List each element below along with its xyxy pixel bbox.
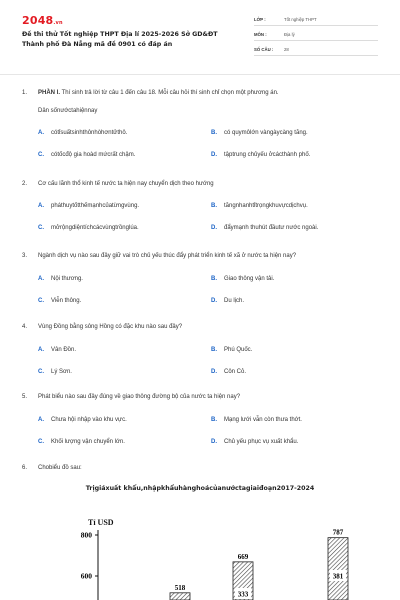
question-text: Chobiểu đồ sau:	[38, 465, 82, 471]
question-5	[22, 392, 240, 402]
page-header	[0, 0, 400, 62]
exam-title	[22, 30, 244, 50]
option-3a[interactable]: A. Nội thương.	[38, 276, 83, 282]
question-number: 6.	[22, 465, 28, 471]
question-text: Thí sinh trả lời từ câu 1 đến câu 18. Mỗi câu hỏi thí sinh chỉ chọn một phương án.	[60, 90, 279, 96]
meta-value: Địa lý	[284, 32, 295, 37]
meta-row-class	[254, 14, 378, 26]
option-2a[interactable]: A. pháthuytốtthếmạnhcủatừngvùng.	[38, 203, 140, 209]
bar-value-label: 787	[332, 528, 344, 537]
exam-meta	[254, 14, 378, 59]
y-tick-label: 800	[80, 530, 92, 540]
option-5d[interactable]: D. Chủ yếu phục vụ xuất khẩu.	[211, 439, 299, 445]
question-4	[22, 322, 182, 332]
meta-key: MÔN :	[254, 32, 267, 37]
question-text: Phát biểu nào sau đây đúng về giao thông đường bộ của nước ta hiện nay?	[38, 394, 241, 400]
option-4d[interactable]: D. Côn Cỏ.	[211, 369, 247, 375]
section-label: PHẦN I.	[38, 90, 61, 96]
option-1a[interactable]: A. cótỉsuấtsinhthônhòhơntửthô.	[38, 130, 128, 136]
question-1	[22, 88, 279, 98]
question-3	[22, 251, 296, 261]
meta-value: 28	[284, 47, 289, 52]
question-text: Ngành dịch vụ nào sau đây giữ vai trò chủ yếu thúc đẩy phát triển kinh tế xã ở nước ta hiện nay?	[38, 253, 297, 259]
option-5c[interactable]: C. Khối lượng vận chuyển lớn.	[38, 439, 125, 445]
question-number: 3.	[22, 253, 28, 259]
option-1b[interactable]: B. có quymôlớn vàngàycàng tăng.	[211, 130, 308, 136]
option-4b[interactable]: B. Phú Quốc.	[211, 347, 253, 353]
option-3d[interactable]: D. Du lịch.	[211, 298, 245, 304]
question-number: 5.	[22, 394, 28, 400]
option-2b[interactable]: B. tăngnhanhtỉtrọngkhuvựcdịchvụ.	[211, 203, 308, 209]
option-2c[interactable]: C. mởrộngdiệntíchcácvùngtrồnglúa.	[38, 225, 139, 231]
question-number: 4.	[22, 324, 28, 330]
question-number: 1.	[22, 90, 28, 96]
question-text: Vùng Đồng bằng sông Hồng có đặc khu nào sau đây?	[38, 324, 183, 330]
meta-row-subject	[254, 29, 378, 41]
option-5a[interactable]: A. Chưa hội nhập vào khu vực.	[38, 417, 127, 423]
y-axis-label: Tỉ USD	[88, 518, 114, 527]
bar-value-label: 669	[237, 552, 249, 561]
option-5b[interactable]: B. Mạng lưới vẫn còn thưa thớt.	[211, 417, 302, 423]
y-tick-label: 600	[80, 571, 92, 581]
question-6	[22, 463, 82, 473]
exam-title-line-1: Đề thi thử Tốt nghiệp THPT Địa lí 2025-2026 Sở GD&ĐT	[22, 31, 218, 38]
bar-inner-label: 381	[332, 572, 344, 581]
question-text: Cơ cấu lãnh thổ kinh tế nước ta hiện nay chuyển dịch theo hướng	[38, 181, 214, 187]
option-3c[interactable]: C. Viễn thông.	[38, 298, 82, 304]
bar-value-label: 518	[174, 583, 186, 592]
meta-key: SỐ CÂU :	[254, 47, 274, 52]
chart-title: Trịgiáxuất khẩu,nhậpkhẩuhànghoácủanướctagiaiđoạn2017-2024	[85, 485, 315, 492]
bar	[170, 593, 190, 600]
option-1c[interactable]: C. cótốcđộ gia hoàd mứcrất chậm.	[38, 152, 136, 158]
meta-key: LỚP :	[254, 17, 266, 22]
option-4c[interactable]: C. Lý Sơn.	[38, 369, 72, 375]
option-2d[interactable]: D. đẩymạnh thuhút đầutư nước ngoài.	[211, 225, 319, 231]
question-1-stem: Dân sốnướctahiệnnay	[38, 108, 98, 114]
header-divider	[0, 74, 400, 75]
exam-title-line-2: Thành phố Đà Nẵng mã đề 0901 có đáp án	[22, 41, 173, 48]
option-3b[interactable]: B. Giao thông vận tải.	[211, 276, 275, 282]
option-1d[interactable]: D. tậptrung chủyếu ởcácthành phố.	[211, 152, 311, 158]
meta-value: Tốt nghiệp THPT	[284, 17, 317, 22]
bar-inner-label: 333	[237, 590, 249, 599]
question-2	[22, 179, 214, 189]
site-logo[interactable]: 2048.vn	[22, 14, 63, 27]
meta-row-question-count	[254, 44, 378, 56]
option-4a[interactable]: A. Vân Đồn.	[38, 347, 77, 353]
bar	[328, 538, 348, 600]
bar-chart	[0, 508, 400, 600]
question-number: 2.	[22, 181, 28, 187]
